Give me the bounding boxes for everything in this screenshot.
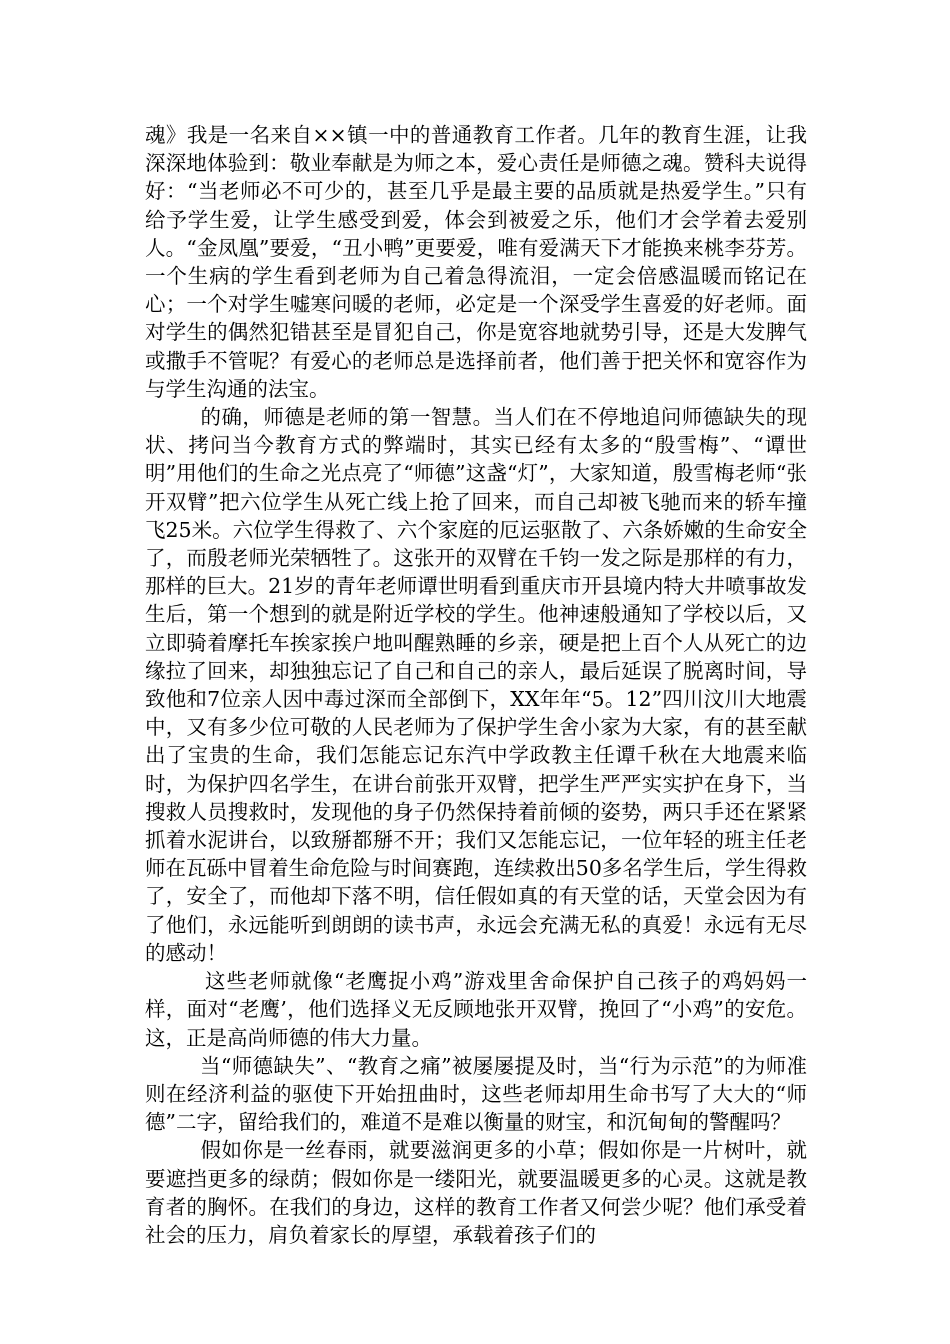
paragraph-4: 当“师德缺失”、“教育之痛”被屡屡提及时，当“行为示范”的为师准则在经济利益的驱使下开始扭曲时，这些老师却用生命书写了大大的“师德”二字，留给我们的，难道不是难以衡量的财宝，和沉甸甸的警醒吗？ (145, 1053, 807, 1135)
paragraph-1: 魂》我是一名来自××镇一中的普通教育工作者。几年的教育生涯，让我深深地体验到：敬业奉献是为师之本，爱心责任是师德之魂。赞科夫说得好：“当老师必不可少的，甚至几乎是最主要的品质就是热爱学生。”只有给予学生爱，让学生感受到爱，体会到被爱之乐，他们才会学着去爱别人。“金凤凰”要爱，“丑小鸭”更要爱，唯有爱满天下才能换来桃李芬芳。一个生病的学生看到老师为自己着急得流泪，一定会倍感温暖而铭记在心；一个对学生嘘寒问暖的老师，必定是一个深受学生喜爱的好老师。面对学生的偶然犯错甚至是冒犯自己，你是宽容地就势引导，还是大发脾气或撒手不管呢？有爱心的老师总是选择前者，他们善于把关怀和宽容作为与学生沟通的法宝。 (145, 123, 807, 401)
paragraph-2: 的确，师德是老师的第一智慧。当人们在不停地追问师德缺失的现状、拷问当今教育方式的弊端时，其实已经有太多的“殷雪梅”、“谭世明”用他们的生命之光点亮了“师德”这盏“灯”，大家知道，殷雪梅老师“张开双臂”把六位学生从死亡线上抢了回来，而自己却被飞驰而来的轿车撞飞25米。六位学生得救了、六个家庭的厄运驱散了、六条娇嫩的生命安全了，而殷老师光荣牺牲了。这张开的双臂在千钧一发之际是那样的有力，那样的巨大。21岁的青年老师谭世明看到重庆市开县境内特大井喷事故发生后，第一个想到的就是附近学校的学生。他神速般通知了学校以后，又立即骑着摩托车挨家挨户地叫醒熟睡的乡亲，硬是把上百个人从死亡的边缘拉了回来，却独独忘记了自己和自己的亲人，最后延误了脱离时间，导致他和7位亲人因中毒过深而全部倒下，XX年年“5。12”四川汶川大地震中，又有多少位可敬的人民老师为了保护学生舍小家为大家，有的甚至献出了宝贵的生命，我们怎能忘记东汽中学政教主任谭千秋在大地震来临时，为保护四名学生，在讲台前张开双臂，把学生严严实实护在身下，当搜救人员搜救时，发现他的身子仍然保持着前倾的姿势，两只手还在紧紧抓着水泥讲台，以致掰都掰不开；我们又怎能忘记，一位年轻的班主任老师在瓦砾中冒着生命危险与时间赛跑，连续救出50多名学生后，学生得救了，安全了，而他却下落不明，信任假如真的有天堂的话，天堂会因为有了他们，永远能听到朗朗的读书声，永远会充满无私的真爱！永远有无尽的感动！ (145, 405, 807, 965)
document-body (145, 121, 807, 1249)
paragraph-3: 这些老师就像“老鹰捉小鸡”游戏里舍命保护自己孩子的鸡妈妈一样，面对“老鹰’，他们选择义无反顾地张开双臂，挽回了“小鸡”的安危。这，正是高尚师德的伟大力量。 (145, 969, 807, 1050)
paragraph-5: 假如你是一丝春雨，就要滋润更多的小草；假如你是一片树叶，就要遮挡更多的绿荫；假如你是一缕阳光，就要温暖更多的心灵。这就是教育者的胸怀。在我们的身边，这样的教育工作者又何尝少呢？他们承受着社会的压力，肩负着家长的厚望，承载着孩子们的 (145, 1138, 807, 1247)
